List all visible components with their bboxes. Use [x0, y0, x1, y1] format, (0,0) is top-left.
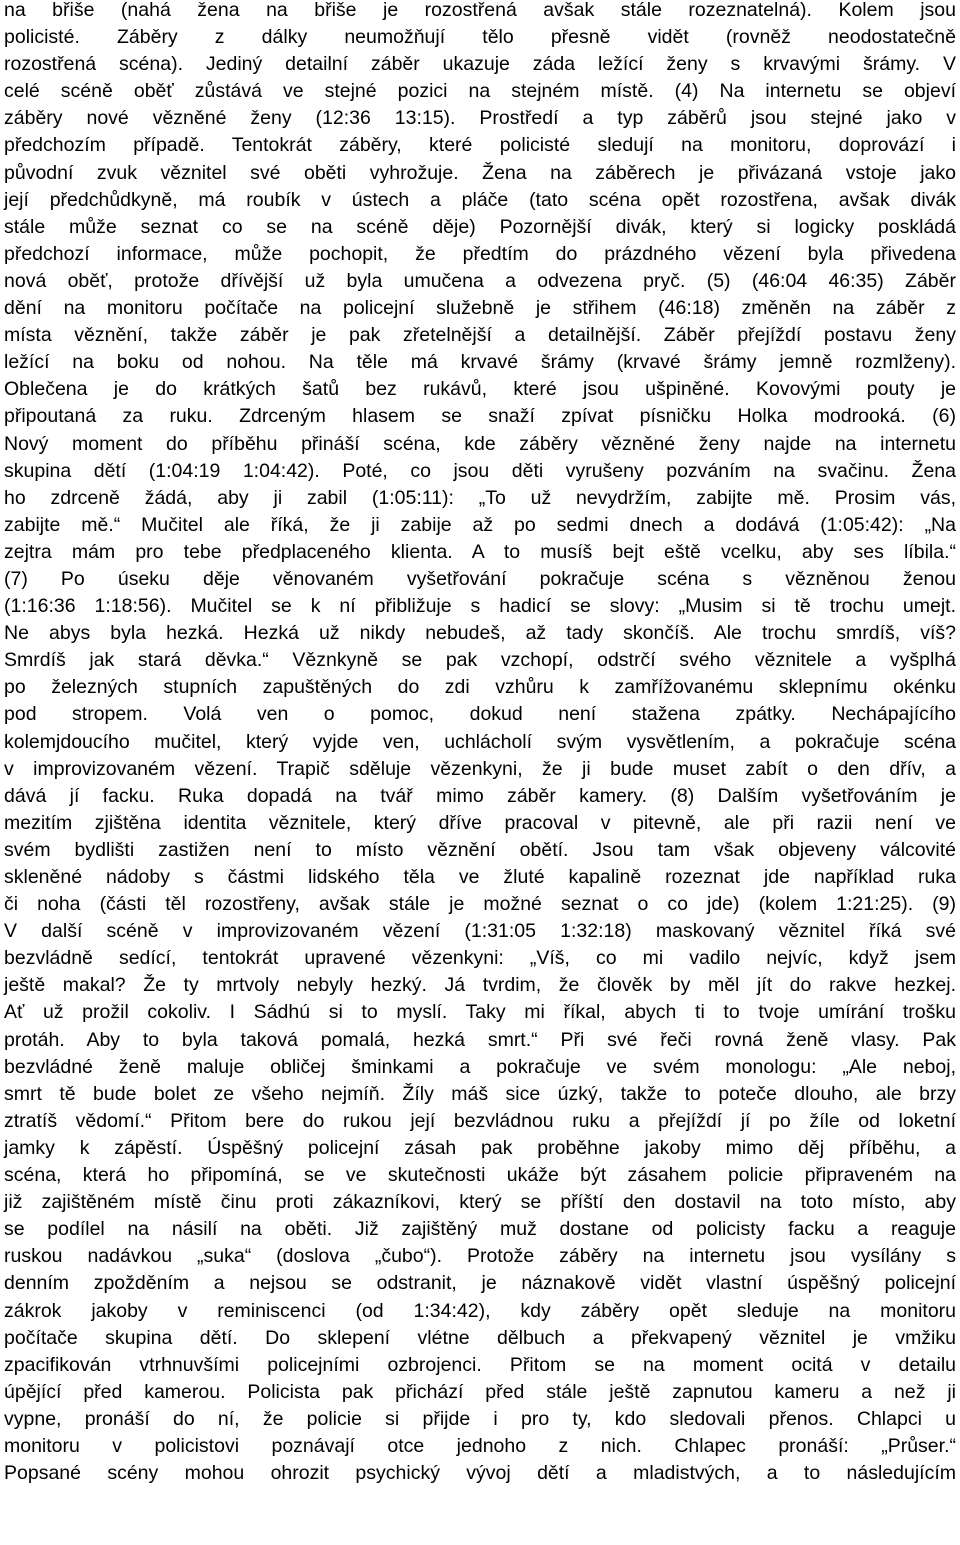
text-line: připoutaná za ruku. Zdrceným hlasem se snaží zpívat písničku Holka modrooká. (6) [4, 405, 956, 428]
text-line: vypne, pronáší do ní, že policie si přijde i pro ty, kdo sledovali přenos. Chlapci u [4, 1407, 956, 1430]
text-line: V další scéně v improvizovaném vězení (1:31:05 1:32:18) maskovaný věznitel říká své [4, 920, 956, 943]
text-line: Ne abys byla hezká. Hezká už nikdy nebudeš, až tady skončíš. Ale trochu smrdíš, víš? [4, 622, 956, 645]
text-line: zejtra mám pro tebe předplaceného klienta. A to musíš bejt eště vcelku, aby ses líbila.“ [4, 540, 956, 563]
text-line: stále může seznat co se na scéně děje) Pozornější divák, který si logicky poskládá [4, 215, 956, 238]
text-line: na břiše (nahá žena na břiše je rozostřená avšak stále rozeznatelná). Kolem jsou [4, 0, 956, 21]
text-line [4, 1487, 956, 1514]
text-line: monitoru v policistovi poznávají otce jednoho z nich. Chlapec pronáší: „Průser.“ [4, 1434, 956, 1457]
text-line: (1:16:36 1:18:56). Mučitel se k ní přibližuje s hadicí se slovy: „Musim si tě trochu umejt. [4, 595, 956, 618]
text-line: skupina dětí (1:04:19 1:04:42). Poté, co jsou děti vyrušeny pozváním na svačinu. Žena [4, 459, 956, 482]
text-line: jamky k zápěstí. Úspěšný policejní zásah pak proběhne jakoby mimo děj příběhu, a [4, 1136, 956, 1159]
text-line: bezvládné ženě maluje obličej šminkami a pokračuje ve svém monologu: „Ale neboj, [4, 1055, 956, 1078]
text-line: její předchůdkyně, má roubík v ústech a pláče (tato scéna opět rozostřena, avšak divák [4, 188, 956, 211]
text-line: Oblečena je do krátkých šatů bez rukávů, které jsou ušpiněné. Kovovými pouty je [4, 378, 956, 401]
text-line: protáh. Aby to byla taková pomalá, hezká smrt.“ Při své řeči rovná ženě vlasy. Pak [4, 1028, 956, 1051]
text-line: denním zpožděním a nejsou se odstranit, je náznakově vidět vlastní úspěšný policejní [4, 1272, 956, 1295]
text-line: celé scéně oběť zůstává ve stejné pozici na stejném místě. (4) Na internetu se objeví [4, 80, 956, 103]
text-line: Ať už prožil cokoliv. I Sádhú si to myslí. Taky mi říkal, abych ti to tvoje umírání trošku [4, 1001, 956, 1024]
text-line: ještě makal? Že ty mrtvoly nebyly hezký. Já tvrdim, že člověk by měl jít do rakve hezkej. [4, 974, 956, 997]
text-line: zákrok jakoby v reminiscenci (od 1:34:42), kdy záběry opět sleduje na monitoru [4, 1299, 956, 1322]
text-line: skleněné nádoby s částmi lidského těla ve žluté kapalině rozeznat jde například ruka [4, 866, 956, 888]
text-line: zpacifikován vtrhnuvšími policejními ozbrojenci. Přitom se na moment ocitá v detailu [4, 1353, 956, 1376]
text-line: místa věznění, takže záběr je pak zřetelnější a detailnější. Záběr přejíždí postavu ženy [4, 324, 956, 347]
text-line: či noha (části těl rozostřeny, avšak stále je možné seznat o co jde) (kolem 1:21:25). (9) [4, 893, 956, 916]
document-page [4, 0, 956, 1541]
text-line: svém bydlišti zastižen není to místo věznění obětí. Jsou tam však objeveny válcovité [4, 838, 956, 861]
text-line: po železných stupních zapuštěných do zdi vzhůru k zamřížovanému sklepnímu okénku [4, 676, 956, 699]
text-line: smrt tě bude bolet ze všeho nejmíň. Žíly máš sice úzký, takže to poteče dlouho, ale brzy [4, 1082, 956, 1105]
text-line: ztratíš vědomí.“ Přitom bere do rukou její bezvládnou ruku a přejíždí jí po žíle od loketní [4, 1109, 956, 1132]
text-line: úpějící před kamerou. Policista pak přichází před stále ještě zapnutou kameru a než ji [4, 1380, 956, 1403]
text-line: dává jí facku. Ruka dopadá na tvář mimo záběr kamery. (8) Dalším vyšetřováním je [4, 784, 956, 807]
text-line: Popsané scény mohou ohrozit psychický vývoj dětí a mladistvých, a to následujícím [4, 1462, 956, 1485]
text-line: počítače skupina dětí. Do sklepení vlétne dělbuch a překvapený věznitel je vmžiku [4, 1326, 956, 1349]
text-line: ruskou nadávkou „suka“ (doslova „čubo“). Protože záběry na internetu jsou vysílány s [4, 1245, 956, 1268]
text-line: Smrdíš jak stará děvka.“ Věznkyně se pak vzchopí, odstrčí svého věznitele a vyšplhá [4, 649, 956, 672]
text-line: ležící na boku od nohou. Na těle má krvavé šrámy (krvavé šrámy jemně rozmlženy). [4, 351, 956, 374]
text-line [4, 1514, 956, 1541]
text-line: zabijte mě.“ Mučitel ale říká, že ji zabije až po sedmi dnech a dodává (1:05:42): „Na [4, 513, 956, 536]
text-line: nová oběť, protože dřívější už byla umučena a odvezena pryč. (5) (46:04 46:35) Záběr [4, 269, 956, 292]
text-line: předchozí informace, může pochopit, že předtím do prázdného vězení byla přivedena [4, 242, 956, 265]
body-text [4, 0, 956, 1541]
text-line: rozostřená scéna). Jediný detailní záběr ukazuje záda ležící ženy s krvavými šrámy. V [4, 53, 956, 76]
text-line: záběry nové vězněné ženy (12:36 13:15). Prostředí a typ záběrů jsou stejné jako v [4, 107, 956, 130]
text-line: kolemjdoucího mučitel, který vyjde ven, uchlácholí svým vysvětlením, a pokračuje scéna [4, 730, 956, 753]
text-line: ho zdrceně žádá, aby ji zabil (1:05:11): „To už nevydržím, zabijte mě. Prosim vás, [4, 486, 956, 509]
text-line: scéna, která ho připomíná, se ve skutečnosti ukáže být zásahem policie připraveném na [4, 1164, 956, 1187]
text-line: policisté. Záběry z dálky neumožňují tělo přesně vidět (rovněž neodostatečně [4, 26, 956, 49]
text-line: původní zvuk věznitel své oběti vyhrožuje. Žena na záběrech je přivázaná vstoje jako [4, 161, 956, 184]
text-line: v improvizovaném vězení. Trapič sděluje vězenkyni, že ji bude muset zabít o den dřív, a [4, 757, 956, 780]
text-line: již zajištěném místě činu proti zákazníkovi, který se příští den dostavil na toto místo, aby [4, 1191, 956, 1214]
text-line: předchozím případě. Tentokrát záběry, které policisté sledují na monitoru, doprovází i [4, 134, 956, 157]
text-line: Nový moment do příběhu přináší scéna, kde záběry vězněné ženy najde na internetu [4, 432, 956, 455]
text-line: se podílel na násilí na oběti. Již zajištěný muž dostane od policisty facku a reaguje [4, 1218, 956, 1241]
text-line: (7) Po úseku děje věnovaném vyšetřování pokračuje scéna s vězněnou ženou [4, 567, 956, 590]
text-line: pod stropem. Volá ven o pomoc, dokud není stažena zpátky. Nechápajícího [4, 703, 956, 726]
text-line: dění na monitoru počítače na policejní služebně je střihem (46:18) změněn na záběr z [4, 297, 956, 320]
text-line: mezitím zjištěna identita věznitele, který dříve pracoval v pitevně, ale při razii není ve [4, 811, 956, 834]
text-line: bezvládně sedící, tentokrát upravené vězenkyni: „Víš, co mi vadilo nejvíc, když jsem [4, 947, 956, 970]
